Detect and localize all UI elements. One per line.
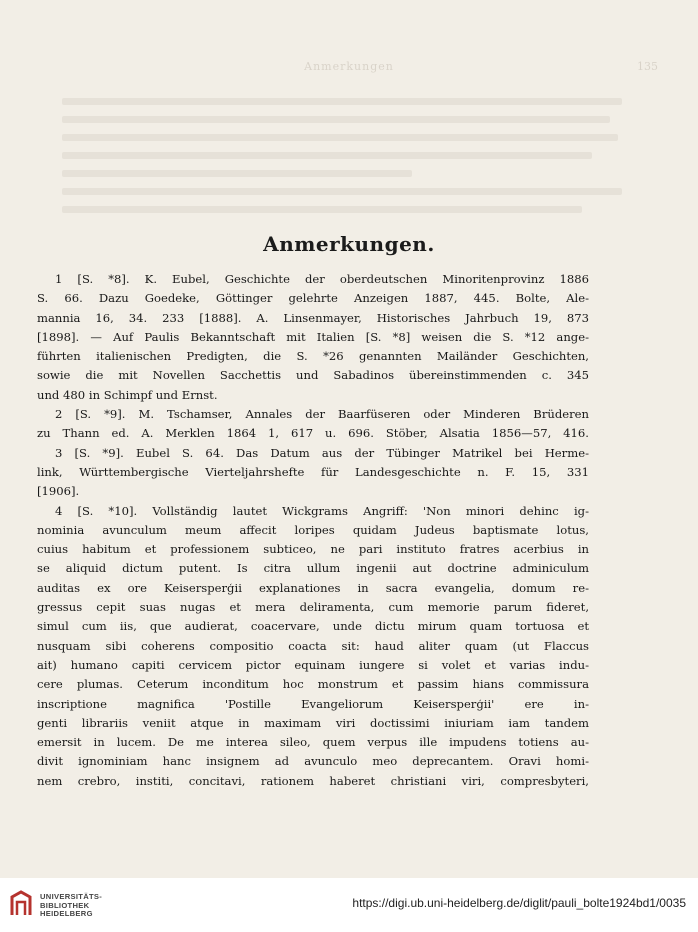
text-line: se aliquid dictum putent. Is citra ullum ingenii aut doctrine adminiculum [37, 561, 589, 576]
footnotes-body [37, 270, 589, 791]
text-line: 2 [S. *9]. M. Tschamser, Annales der Baarfüseren oder Minderen Brüderen [55, 407, 589, 422]
bleed-through-page-number: 135 [637, 60, 658, 73]
bleed-through-line [62, 134, 618, 141]
text-line: nominia avunculum meum affecit loripes quidam Judeus baptismate lotus, [37, 522, 589, 537]
library-logo-text [40, 893, 102, 919]
text-line: gressus cepit suas nugas et mera deliramenta, cum memorie parum fideret, [37, 600, 589, 615]
library-logo[interactable] [8, 889, 158, 921]
text-line: auditas ex ore Keisersperģii explanationes in sacra evangelia, domum re- [37, 580, 589, 595]
logo-line: HEIDELBERG [40, 909, 93, 919]
text-line: [1898]. — Auf Paulis Bekanntschaft mit Italien [S. *8] weisen die S. *12 ange- [37, 329, 589, 344]
bleed-through-line [62, 188, 622, 195]
text-line: ait) humano capiti cervicem pictor equinam iungere si volet et varias indu- [37, 657, 589, 672]
page-heading: Anmerkungen. [263, 232, 435, 256]
bleed-through-line [62, 206, 582, 213]
text-line: S. 66. Dazu Goedeke, Göttinger gelehrte Anzeigen 1887, 445. Bolte, Ale- [37, 291, 589, 306]
text-line: emersit in lucem. De me interea sileo, quem verpus ille impudens totiens au- [37, 735, 589, 750]
viewer-footer [0, 878, 698, 932]
library-logo-icon [8, 889, 34, 919]
text-line: simul cum iis, que audierat, coacervare, unde dictu mirum quam tortuosa et [37, 619, 589, 634]
text-line: divit ignominiam hanc insignem ad avunculo meo deprecantem. Oravi homi- [37, 754, 589, 769]
text-line: inscriptione magnifica 'Postille Evangeliorum Keisersperģii' ere in- [37, 696, 589, 711]
text-line: 1 [S. *8]. K. Eubel, Geschichte der oberdeutschen Minoritenprovinz 1886 [55, 272, 589, 286]
text-line: mannia 16, 34. 233 [1888]. A. Linsenmayer, Historisches Jahrbuch 19, 873 [37, 310, 589, 325]
text-line: zu Thann ed. A. Merklen 1864 1, 617 u. 696. Stöber, Alsatia 1856—57, 416. [37, 426, 589, 441]
bleed-through-header: Anmerkungen [304, 60, 394, 73]
bleed-through-line [62, 98, 622, 105]
text-line: link, Württembergische Vierteljahrshefte für Landesgeschichte n. F. 15, 331 [37, 464, 589, 479]
text-line: und 480 in Schimpf und Ernst. [37, 387, 218, 402]
text-line: 3 [S. *9]. Eubel S. 64. Das Datum aus der Tübinger Matrikel bei Herme- [55, 445, 589, 460]
text-line: nusquam sibi coherens compositio coacta sit: haud aliter quam (ut Flaccus [37, 638, 589, 653]
document-url-link[interactable]: https://digi.ub.uni-heidelberg.de/diglit/pauli_bolte1924bd1/0035 [352, 896, 686, 910]
logo-line: BIBLIOTHEK [40, 900, 90, 910]
text-line: cuius habitum et professionem subticeo, ne pari instituto fratres acerbius in [37, 542, 589, 557]
text-line: cere plumas. Ceterum inconditum hoc monstrum et passim hians commissura [37, 677, 589, 692]
text-line: sowie die mit Novellen Sacchettis und Sabadinos übereinstimmenden c. 345 [37, 368, 589, 383]
logo-line: UNIVERSITÄTS- [40, 892, 103, 901]
text-line: führten italienischen Predigten, die S. *26 genannten Mailänder Geschichten, [37, 349, 589, 364]
text-line: genti librariis veniit atque in maximam viri doctissimi iniuriam iam tandem [37, 715, 589, 730]
text-line: [1906]. [37, 484, 80, 499]
bleed-through-line [62, 152, 592, 159]
bleed-through-line [62, 116, 610, 123]
bleed-through-line [62, 170, 412, 177]
text-line: nem crebro, institi, concitavi, rationem haberet christiani viri, compresbyteri, [37, 773, 589, 788]
text-line: 4 [S. *10]. Vollständig lautet Wickgrams Angriff: 'Non minori dehinc ig- [55, 503, 589, 518]
